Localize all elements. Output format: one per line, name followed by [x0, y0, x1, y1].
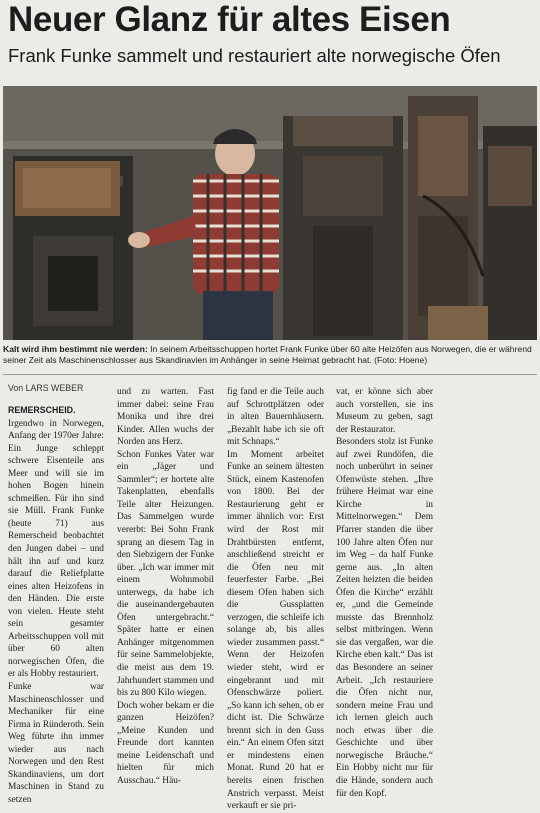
headline: Neuer Glanz für altes Eisen: [8, 0, 451, 39]
column-1-text: Irgendwo in Norwegen, Anfang der 1970er Jahre: Ein Junge schleppt schwere Eisenteile ans Meer und will sie im hohen Bogen hinein schmeißen. Für ihn sind sie Müll. Frank Funke (heute 71) aus Remerscheid beobachtet den Jungen dabei – und hält ihn auf und kurz darauf die Reliefplatte eines alten Heizofens in den Händen. Die erste von vielen. Heute steht sein gesamter Arbeitsschuppen voll mit über 60 alten norwegischen Öfen, die er als Hobby restauriert. Funke war Maschinenschlosser und Mechaniker für eine Firma in Ründeroth. Sein Weg führte ihn immer wieder aus nach Norwegen und den Rest Skandinaviens, um dort Maschinen in Stand zu setzen: [8, 418, 104, 805]
byline: Von LARS WEBER: [8, 383, 84, 393]
article-column-4: vat, er könne sich aber auch vorstellen, sie ins Museum zu geben, sagt der Restaurator. Besonders stolz ist Funke auf zwei Rundöfen, die noch unberührt in seiner Ofenwüste stehen. „Ihre frühere Heimat war eine Kirche in Mittelnorwegen.“ Dem Pfarrer standen die über 100 Jahre alten Öfen nur im Weg – da half Funke gerne aus. „In alten Zeiten heizten die beiden Öfen die Kirche“ erzählt er, „und die Gemeinde musste das Brennholz selbst mitbringen. Wenn sie das vergaßen, war die Kirche eben kalt.“ Das ist das Besondere an seiner Arbeit. „Ich restauriere die Öfen nicht nur, sondern meine Frau und ich lernen gleich auch noch etwas über die Geschichte und über norwegische Bräuche.“ Ein Hobby nicht nur für die Hände, sondern auch für den Kopf.: [336, 387, 433, 799]
subheadline: Frank Funke sammelt und restauriert alte norwegische Öfen: [8, 45, 501, 66]
divider: [3, 374, 537, 375]
photo-illustration: [3, 86, 537, 340]
caption-lead: Kalt wird ihm bestimmt nie werden:: [3, 344, 148, 354]
article-column-3: fig fand er die Teile auch auf Schrottplätzen oder in alten Bauernhäusern. „Bezahlt habe ich sie oft mit Schnaps.“ Im Moment arbeitet Funke an seinem ältesten Stück, einem Kastenofen von 1800. Bei der Restaurierung geht er immer ähnlich vor: Erst wird der Rost mit Drahtbürsten entfernt, anschließend streicht er die Öfen neu mit feuerfester Farbe. „Bei diesem Ofen haben sich die Gussplatten verzogen, die schleife ich solange ab, bis alles wieder zusammen passt.“ Wenn der Heizofen wieder steht, wird er eingebrannt und mit Ofenschwärze poliert. „So kann ich sehen, ob er dicht ist. Die Schwärze brennt sich in den Guss ein.“ An einem Ofen sitzt er mindestens einen Monat. Rund 20 hat er bereits einen frischen Anstrich verpasst. Meist verkauft er sie pri-: [227, 387, 324, 812]
article-column-1: [8, 404, 104, 807]
photo-caption: [3, 344, 537, 367]
article-column-2: und zu warten. Fast immer dabei: seine Frau Monika und ihre drei Kinder. Allen wuchs der Norden ans Herz. Schon Funkes Vater war ein „Jäger und Sammler“; er hortete alte Takenplatten, ebenfalls Teile alter Heizungen. Das Sammelgen wurde vererbt: Bei Sohn Frank sprang an diesem Tag in den Siebzigern der Funke über. „Ich war immer mit einem Wohnmobil unterwegs, da habe ich die auseinandergebauten Öfen untergebracht.“ Später hatte er einen Anhänger mitgenommen für seine Sammelobjekte, die meist aus dem 19. Jahrhundert stammen und bis zu 800 Kilo wiegen. Doch woher bekam er die ganzen Heizöfen? „Meine Kunden und Freunde dort kannten meine Leidenschaft und hielten für mich Ausschau.“ Häu-: [117, 387, 214, 786]
dateline: REMERSCHEID.: [8, 405, 76, 415]
photo-stoves: [3, 86, 537, 340]
caption-text: In seinem Arbeitsschuppen hortet Frank Funke über 60 alte Heizöfen aus Norwegen, die er während seiner Zeit als Maschinenschlosser aus Skandinavien im Anhänger in seine Heimat gebracht hat. (Foto: Hoene): [3, 344, 532, 366]
